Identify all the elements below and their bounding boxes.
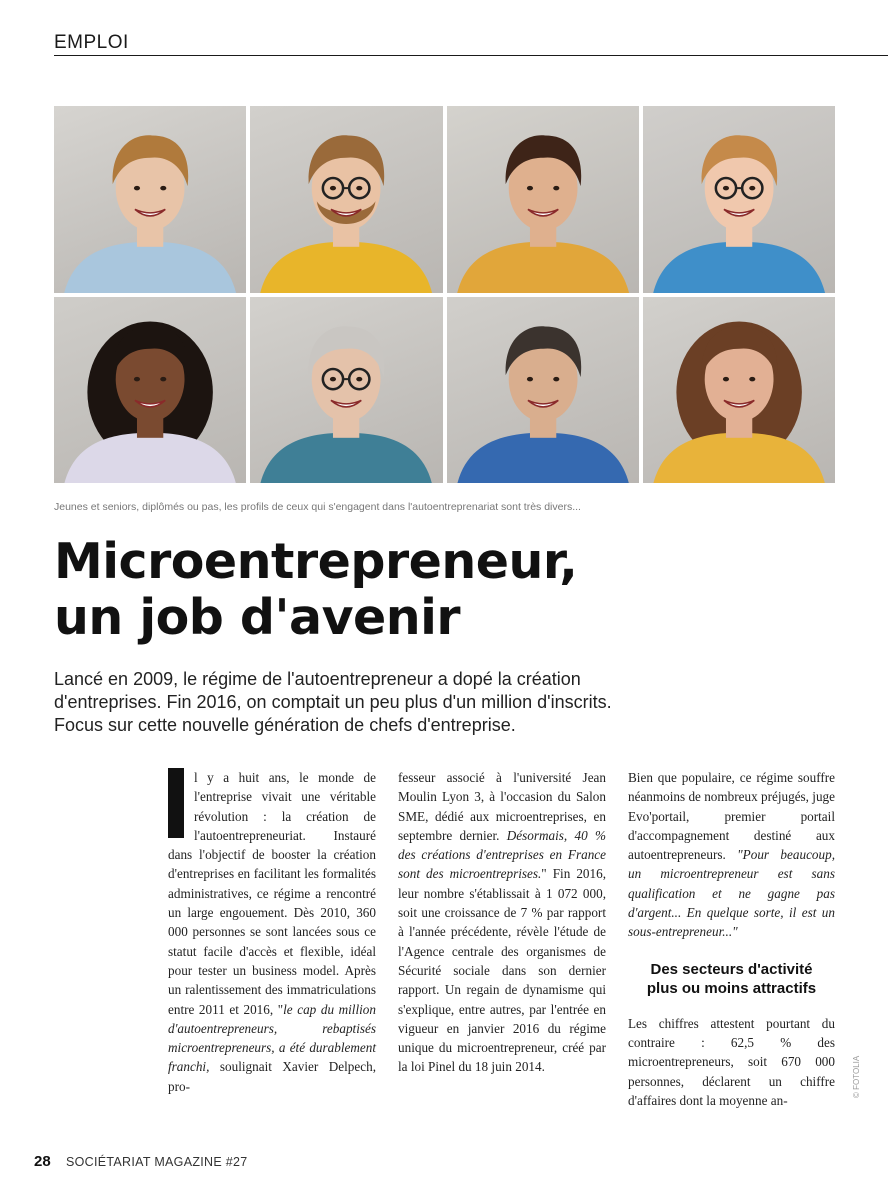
portrait-photo	[643, 106, 835, 293]
standfirst-line-1: Lancé en 2009, le régime de l'autoentrepreneur a dopé la création	[54, 669, 581, 689]
portrait-woman-short-dark-hair	[447, 106, 639, 293]
column-1-quote: le cap du million d'autoentrepreneurs, rebaptisés microentrepreneurs, a été durablement franchi,	[168, 1001, 376, 1075]
column-1-text: l y a huit ans, le monde de l'entreprise vivait une véritable révolution : la création de l'autoentrepreneuriat. Instauré dans l'objectif de booster la création d'entreprises en facilitant les formalités administratives, ce régime a rencontré un large engouement. Dès 2010, 360 000 personnes se sont lancées sous ce statut facile d'accès et flexible, idéal pour tester un business model. Après un ralentissement des immatriculations entre 2011 et 2016, "	[168, 770, 376, 1017]
standfirst-line-2: d'entreprises. Fin 2016, on comptait un peu plus d'un million d'inscrits.	[54, 692, 612, 712]
magazine-title: SOCIÉTARIAT MAGAZINE #27	[66, 1155, 248, 1169]
page-number: 28	[34, 1153, 51, 1170]
portrait-photo	[643, 297, 835, 484]
header-rule	[54, 55, 888, 56]
portrait-man-grey-hair	[447, 297, 639, 484]
headline	[54, 534, 854, 646]
subheading	[628, 960, 835, 998]
column-3-quote: "Pour beaucoup, un microentrepreneur est sans qualification et ne gagne pas d'argent... En quelque sorte, il est un sous-entrepreneur..."	[628, 847, 835, 940]
subheading-line-2: plus ou moins attractifs	[646, 979, 817, 997]
column-2-quote: Désormais, 40 % des créations d'entreprises en France sont des microentreprises.	[398, 827, 607, 882]
column-1-end: soulignait Xavier Delpech, pro-	[168, 1059, 376, 1094]
portrait-photo	[447, 106, 639, 293]
column-3-text: Bien que populaire, ce régime souffre néanmoins de nombreux préjugés, juge Evo'portail, premier portail d'accompagnement destiné aux autoentrepreneurs.	[628, 770, 835, 863]
portrait-photo	[54, 297, 246, 484]
portrait-woman-long-curly-hair	[643, 297, 835, 484]
portrait-man-dreadlocks	[54, 297, 246, 484]
section-label: EMPLOI	[54, 32, 129, 53]
column-3-after-text: Les chiffres attestent pourtant du contraire : 62,5 % des microentrepreneurs, soit 670 000 personnes, déclarent un chiffre d'affaires dont la moyenne an-	[628, 1015, 835, 1108]
subheading-line-1: Des secteurs d'activité	[650, 960, 813, 978]
standfirst-line-3: Focus sur cette nouvelle génération de chefs d'entreprise.	[54, 715, 516, 735]
portrait-man-glasses-laughing	[643, 106, 835, 293]
portrait-woman-short-blonde-hair	[54, 106, 246, 293]
photo-grid	[54, 106, 835, 483]
drop-cap	[168, 768, 184, 838]
column-2-end: " Fin 2016, leur nombre s'établissait à 1 072 000, soit une croissance de 7 % par rapport à l'année précédente, révèle l'étude de l'Agence centrale des organismes de Sécurité sociale dans son dernier rapport. Un regain de dynamisme qui s'explique, entre autres, par l'entrée en vigueur en janvier 2016 du régime unique du microentrepreneur, créé par la loi Pinel du 18 juin 2014.	[398, 866, 606, 1075]
body-column-3	[628, 768, 835, 1110]
portrait-photo	[250, 106, 442, 293]
portrait-elderly-woman-glasses	[250, 297, 442, 484]
standfirst	[54, 668, 844, 737]
portrait-photo	[250, 297, 442, 484]
portrait-photo	[54, 106, 246, 293]
column-2-text: fesseur associé à l'université Jean Moulin Lyon 3, à l'occasion du Salon SME, dédié aux microentreprises, en septembre dernier.	[398, 770, 606, 843]
body-column-1	[168, 768, 376, 1096]
photo-caption: Jeunes et seniors, diplômés ou pas, les profils de ceux qui s'engagent dans l'autoentreprenariat sont très divers...	[54, 501, 581, 513]
photo-credit: © FOTOLIA	[852, 1055, 861, 1098]
portrait-photo	[447, 297, 639, 484]
portrait-man-curly-hair-beard-glasses	[250, 106, 442, 293]
headline-line-1: Microentrepreneur,	[54, 533, 578, 590]
body-column-2	[398, 768, 606, 1077]
headline-line-2: un job d'avenir	[54, 589, 461, 646]
